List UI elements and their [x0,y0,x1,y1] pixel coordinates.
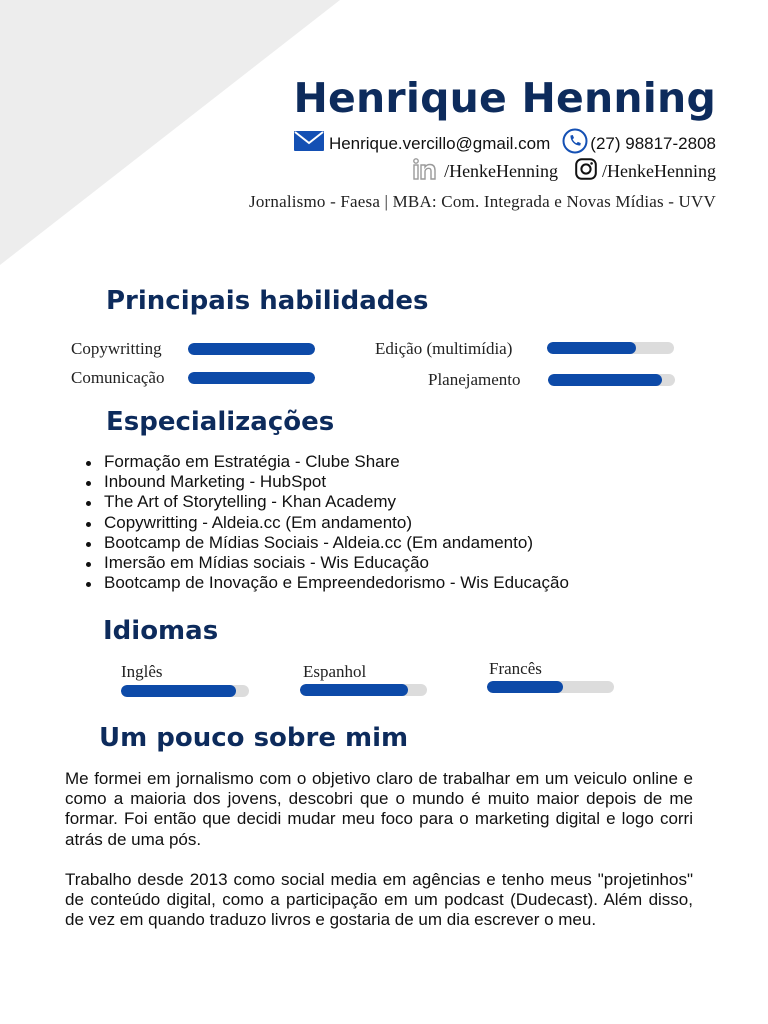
skills-title: Principais habilidades [106,286,429,316]
list-item: Imersão em Mídias sociais - Wis Educação [82,553,569,573]
skill-bar [188,343,315,355]
language-bar [300,684,427,696]
about-title: Um pouco sobre mim [99,723,409,753]
instagram-icon [575,158,597,185]
education-line: Jornalismo - Faesa | MBA: Com. Integrada e Novas Mídias - UVV [249,192,716,211]
phone-icon [562,128,588,159]
skill-label: Edição (multimídia) [375,339,513,358]
skill-label: Planejamento [428,370,521,389]
language-label: Francês [489,659,542,678]
list-item: Copywritting - Aldeia.cc (Em andamento) [82,513,569,533]
mail-icon [294,131,324,156]
languages-title: Idiomas [103,616,219,646]
language-bar [487,681,614,693]
instagram-handle[interactable]: /HenkeHenning [602,161,716,181]
linkedin-icon [413,158,439,185]
language-label: Espanhol [303,662,367,681]
contact-email-phone [294,128,716,159]
skill-label: Comunicação [71,368,165,387]
contact-social [413,158,716,185]
linkedin-handle[interactable]: /HenkeHenning [444,161,559,181]
skill-bar [548,374,675,386]
list-item: Inbound Marketing - HubSpot [82,472,569,492]
skill-bar [188,372,315,384]
list-item: Bootcamp de Inovação e Empreendedorismo - Wis Educação [82,573,569,593]
about-paragraph: Trabalho desde 2013 como social media em agências e tenho meus "projetinhos" de conteúdo digital, como a participação em um podcast (Dudecast). Além disso, de vez em quando traduzo livros e gostaria de um dia escrever o meu. [65,869,693,930]
phone-number[interactable]: (27) 98817-2808 [590,133,716,153]
about-text [65,769,693,930]
email-link[interactable]: Henrique.vercillo@gmail.com [328,133,551,153]
specializations-list [82,452,569,593]
list-item: Formação em Estratégia - Clube Share [82,452,569,472]
skill-bar [547,342,674,354]
list-item: Bootcamp de Mídias Sociais - Aldeia.cc (Em andamento) [82,533,569,553]
language-label: Inglês [121,662,163,681]
specializations-title: Especializações [106,407,335,437]
list-item: The Art of Storytelling - Khan Academy [82,492,569,512]
language-bar [121,685,249,697]
candidate-name: Henrique Henning [293,74,716,122]
about-paragraph: Me formei em jornalismo com o objetivo claro de trabalhar em um veiculo online e como a maioria dos jovens, descobri que o mundo é muito maior depois de me formar. Foi então que decidi mudar meu foco para o marketing digital e logo corri atrás de uma pós. [65,769,693,849]
skill-label: Copywritting [71,339,162,358]
corner-decoration [0,0,340,265]
